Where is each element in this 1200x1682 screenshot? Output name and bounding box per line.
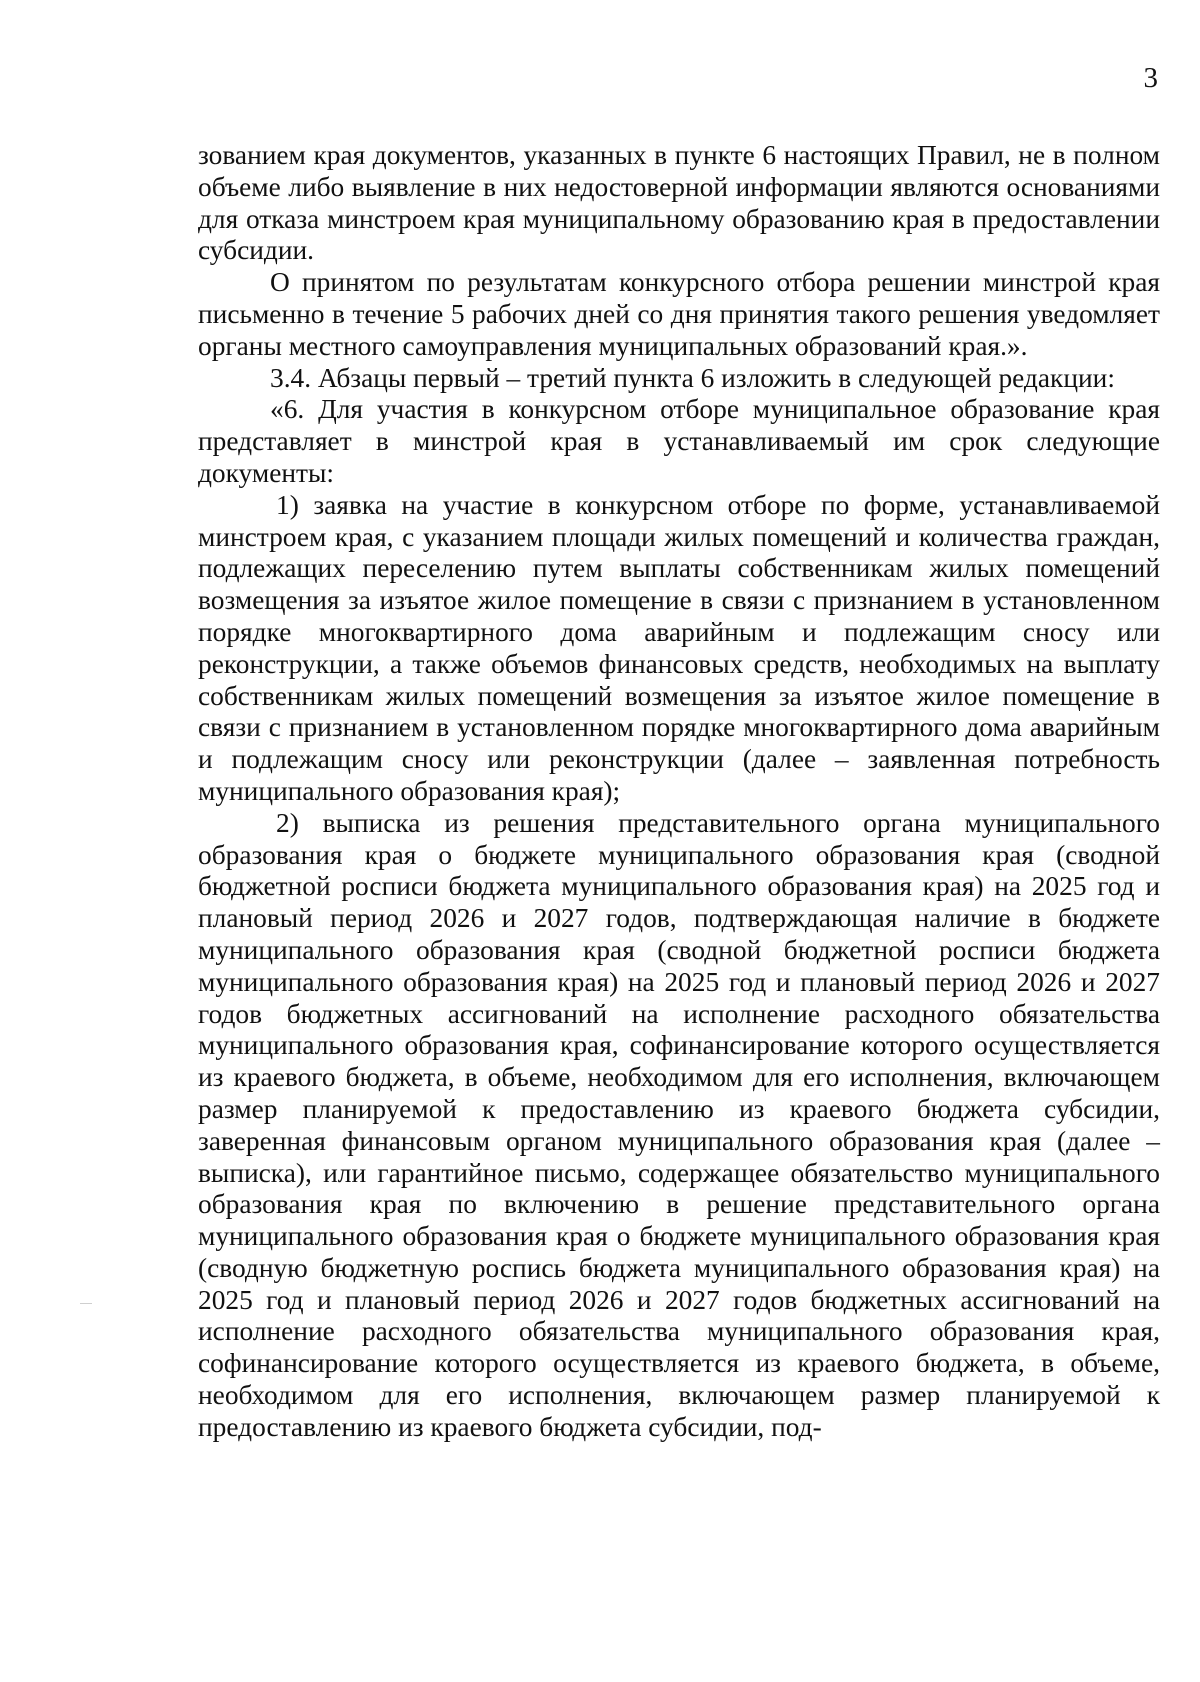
- paragraph-decision-notice: О принятом по результатам конкурсного отбора решении минстрой края письменно в течение 5 рабочих дней со дня принятия такого решения уведомляет органы местного самоуправления муниципальных образований края.».: [198, 267, 1160, 361]
- document-body: [198, 140, 1160, 1444]
- paragraph-clause-6: «6. Для участия в конкурсном отборе муниципальное образование края представляет в минстрой края в устанавливаемый им срок следующие документы:: [198, 394, 1160, 488]
- scan-artifact-mark: [80, 1303, 92, 1304]
- paragraph-continuation: зованием края документов, указанных в пункте 6 настоящих Правил, не в полном объеме либо выявление в них недостоверной информации являются основаниями для отказа минстроем края муниципальному образованию края в предоставлении субсидии.: [198, 140, 1160, 266]
- paragraph-item-1: 1) заявка на участие в конкурсном отборе по форме, устанавливаемой минстроем края, с указанием площади жилых помещений и количества граждан, подлежащих переселению путем выплаты собственникам жилых помещений возмещения за изъятое жилое помещение в связи с признанием в установленном порядке многоквартирного дома аварийным и подлежащим сносу или реконструкции, а также объемов финансовых средств, необходимых на выплату собственникам жилых помещений возмещения за изъятое жилое помещение в связи с признанием в установленном порядке многоквартирного дома аварийным и подлежащим сносу или реконструкции (далее – заявленная потребность муниципального образования края);: [198, 489, 1160, 806]
- paragraph-item-2: 2) выписка из решения представительного органа муниципального образования края о бюджете муниципального образования края (сводной бюджетной росписи бюджета муниципального образования края) на 2025 год и плановый период 2026 и 2027 годов, подтверждающая наличие в бюджете муниципального образования края (сводной бюджетной росписи бюджета муниципального образования края) на 2025 год и плановый период 2026 и 2027 годов бюджетных ассигнований на исполнение расходного обязательства муниципального образования края, софинансирование которого осуществляется из краевого бюджета, в объеме, необходимом для его исполнения, включающем размер планируемой к предоставлению из краевого бюджета субсидии, заверенная финансовым органом муниципального образования края (далее – выписка), или гарантийное письмо, содержащее обязательство муниципального образования края по включению в решение представительного органа муниципального образования края о бюджете муниципального образования края (сводную бюджетную роспись бюджета муниципального образования края) на 2025 год и плановый период 2026 и 2027 годов бюджетных ассигнований на исполнение расходного обязательства муниципального образования края, софинансирование которого осуществляется из краевого бюджета, в объеме, необходимом для его исполнения, включающем размер планируемой к предоставлению из краевого бюджета субсидии, под-: [198, 807, 1160, 1442]
- page-number: 3: [1143, 62, 1158, 94]
- paragraph-amendment-3-4: 3.4. Абзацы первый – третий пункта 6 изложить в следующей редакции:: [270, 362, 1115, 393]
